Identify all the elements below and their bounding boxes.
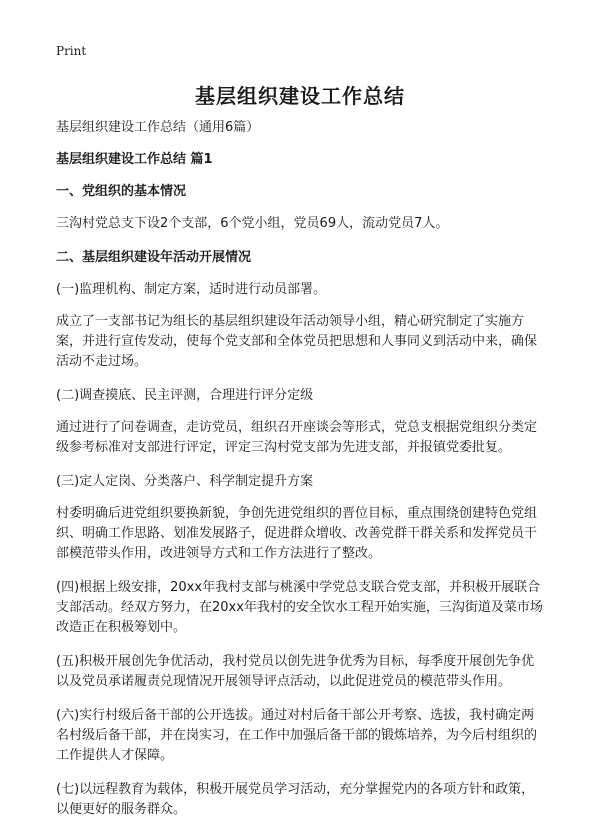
item-5-text: (五)积极开展创先争优活动，我村党员以创先进争优秀为目标，每季度开展创先争优以及党员承诺履责兑现情况开展领导评点活动，以此促进党员的模范带头作用。	[56, 654, 535, 689]
item-6-text: (六)实行村级后备干部的公开选拔。通过对村后备干部公开考察、选拔，我村确定两名村级后备干部，并在岗实习，在工作中加强后备干部的锻炼培养，为今后村组织的工作提供人才保障。	[56, 708, 538, 763]
article-heading: 基层组织建设工作总结 篇1	[56, 152, 213, 167]
section-heading-1: 一、党组织的基本情况	[56, 184, 187, 199]
page-title: 基层组织建设工作总结	[195, 84, 405, 108]
document-content	[56, 118, 544, 834]
print-link[interactable]: Print	[56, 44, 87, 58]
item-7-text: (七)以远程教育为载体，积极开展党员学习活动，充分掌握党内的各项方针和政策，以便更好的服务群众。	[56, 782, 535, 817]
item-2-text: 通过进行了问卷调查，走访党员，组织召开座谈会等形式，党总支根据党组织分类定级参考标准对支部进行评定，评定三沟村党支部为先进支部，并报镇党委批复。	[56, 420, 538, 455]
item-3-title: (三)定人定岗、分类落户、科学制定提升方案	[56, 474, 314, 489]
item-1-title: (一)监理机构、制定方案，适时进行动员部署。	[56, 282, 327, 297]
item-4-text: (四)根据上级安排，20xx年我村支部与桃溪中学党总支联合党支部，并积极开展联合支部活动。经双方努力，在20xx年我村的安全饮水工程开始实施，三沟街道及菜市场改造正在积极筹划中。	[56, 580, 543, 635]
section-1-text: 三沟村党总支下设2个支部，6个党小组，党员69人，流动党员7人。	[56, 216, 449, 231]
item-2-title: (二)调查摸底、民主评测，合理进行评分定级	[56, 388, 314, 403]
document-subtitle: 基层组织建设工作总结（通用6篇）	[56, 120, 260, 135]
section-heading-2: 二、基层组织建设年活动开展情况	[56, 250, 252, 265]
item-1-text: 成立了一支部书记为组长的基层组织建设年活动领导小组，精心研究制定了实施方案，并进行宣传发动，使每个党支部和全体党员把思想和人事同义到活动中来，确保活动不走过场。	[56, 314, 538, 369]
item-3-text: 村委明确后进党组织要换新貌，争创先进党组织的晋位目标，重点围绕创建特色党组织、明确工作思路、划准发展路子，促进群众增收、改善党群干群关系和发挥党员干部模范带头作用，改进领导方式和工作方法进行了整改。	[56, 506, 538, 561]
